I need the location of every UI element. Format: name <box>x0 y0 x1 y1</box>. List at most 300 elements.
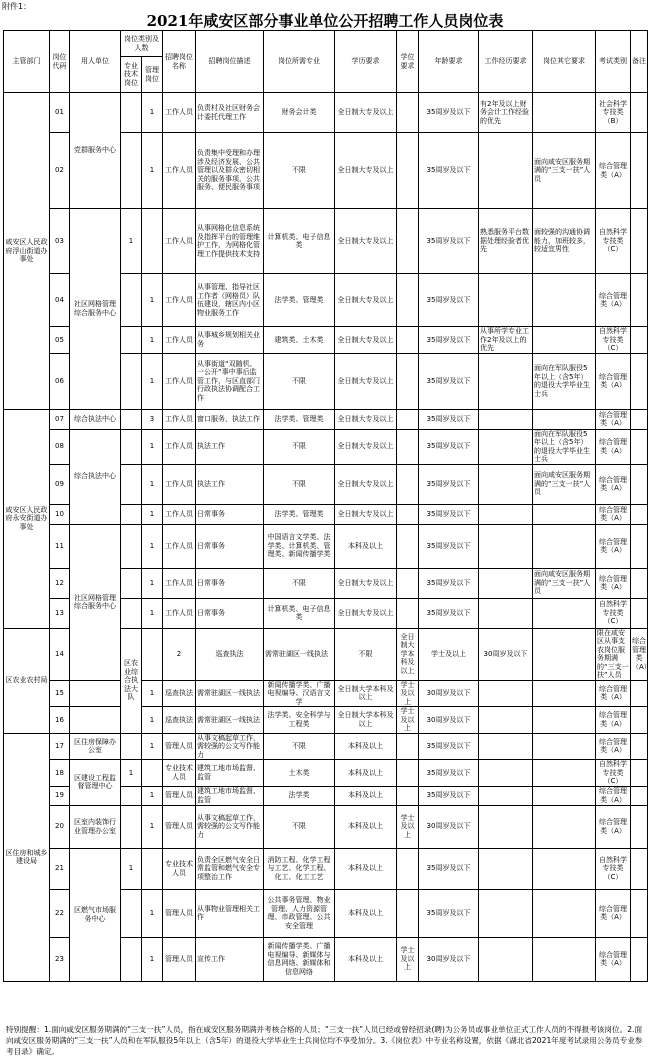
post-code-cell: 15 <box>50 680 70 707</box>
post-code-cell: 20 <box>50 805 70 848</box>
header-edu: 学历要求 <box>335 31 397 93</box>
other-req-cell: 面较强的沟通协调能力，加班较多，较适宜男性 <box>533 209 596 274</box>
age-cell: 35周岁及以下 <box>419 504 479 524</box>
degree-cell <box>397 848 419 889</box>
header-tech: 专业技术岗位 <box>121 57 142 93</box>
post-code-cell: 17 <box>50 733 70 760</box>
exp-cell <box>479 733 533 760</box>
exp-cell: 有2年及以上财务会计工作经验的优先 <box>479 93 533 133</box>
unit-cell: 区燃气市场服务中心 <box>70 848 121 981</box>
post-code-cell: 09 <box>50 464 70 504</box>
degree-cell <box>397 209 419 274</box>
exam-type-cell: 综合管理类（A） <box>596 429 631 464</box>
other-req-cell <box>533 680 596 707</box>
exp-cell <box>479 524 533 568</box>
age-cell: 35周岁及以下 <box>419 889 479 937</box>
edu-cell: 全日制大专及以上 <box>335 327 397 354</box>
other-req-cell <box>533 848 596 889</box>
major-cell: 财务会计类 <box>264 93 335 133</box>
other-req-cell: 面向咸安区服务期满的“三支一扶”人员 <box>533 464 596 504</box>
edu-cell: 本科及以上 <box>335 937 397 981</box>
post-desc-cell: 执法工作 <box>196 464 264 504</box>
major-cell: 不限 <box>264 464 335 504</box>
mgmt-count-cell: 1 <box>142 504 163 524</box>
post-code-cell: 14 <box>50 628 70 680</box>
post-name-cell: 工作人员 <box>163 524 196 568</box>
age-cell: 35周岁及以下 <box>419 353 479 409</box>
post-desc-cell: 从事文稿起草工作，需较强的公文写作能力 <box>196 733 264 760</box>
dept-cell: 咸安区人民政府浮山街道办事处 <box>4 93 50 410</box>
exp-cell: 熟悉服务平台数据处理经验者优先 <box>479 209 533 274</box>
exp-cell <box>479 504 533 524</box>
post-desc-cell: 从事城乡规划相关业务 <box>196 327 264 354</box>
degree-cell <box>397 568 419 598</box>
degree-cell <box>397 889 419 937</box>
edu-cell: 本科及以上 <box>335 786 397 805</box>
remark-cell <box>631 786 648 805</box>
header-count-group: 岗位类别及人数 <box>121 31 163 57</box>
exam-type-cell: 自然科学专技类（C） <box>596 760 631 787</box>
remark-cell <box>631 568 648 598</box>
post-name-cell: 专业技术人员 <box>163 848 196 889</box>
post-desc-cell: 从事管理、指导社区工作者（网格员）队伍建设，辖区内小区物业服务工作 <box>196 274 264 327</box>
tech-count-cell <box>121 409 142 429</box>
major-cell: 法学类、安全科学与工程类 <box>264 707 335 734</box>
degree-cell: 学士及以上 <box>419 628 479 680</box>
edu-cell: 本科及以上 <box>335 848 397 889</box>
dept-cell: 区农业农村局 <box>4 628 50 733</box>
other-req-cell <box>533 707 596 734</box>
other-req-cell <box>533 937 596 981</box>
remark-cell <box>631 680 648 707</box>
mgmt-count-cell: 1 <box>142 805 163 848</box>
exam-type-cell: 自然科学专技类（C） <box>596 598 631 628</box>
post-desc-cell: 日常事务 <box>196 568 264 598</box>
age-cell: 35周岁及以下 <box>419 429 479 464</box>
post-code-cell: 03 <box>50 209 70 274</box>
degree-cell: 学士及以上 <box>397 937 419 981</box>
post-code-cell: 05 <box>50 327 70 354</box>
remark-cell <box>631 524 648 568</box>
age-cell: 35周岁及以下 <box>419 568 479 598</box>
post-code-cell: 12 <box>50 568 70 598</box>
degree-cell <box>397 133 419 209</box>
table-row <box>4 93 648 133</box>
tech-count-cell <box>70 680 121 707</box>
post-name-cell: 管理人员 <box>163 733 196 760</box>
degree-cell <box>397 760 419 787</box>
post-code-cell: 21 <box>50 848 70 889</box>
post-code-cell: 01 <box>50 93 70 133</box>
age-cell: 30周岁及以下 <box>419 805 479 848</box>
post-name-cell: 巡查执法 <box>163 680 196 707</box>
major-cell: 新闻传播学类、广播电视编导、新媒体与信息网络、新媒体和信息网络 <box>264 937 335 981</box>
tech-count-cell <box>121 733 142 760</box>
header-exp: 工作经历要求 <box>479 31 533 93</box>
post-desc-cell: 需常驻湖区一线执法 <box>196 707 264 734</box>
post-desc-cell: 日常事务 <box>196 504 264 524</box>
post-name-cell: 工作人员 <box>163 464 196 504</box>
mgmt-count-cell <box>142 209 163 274</box>
other-req-cell: 面向在军队服役5年以上（含5年）的退役大学毕业生士兵 <box>533 429 596 464</box>
remark-cell <box>631 805 648 848</box>
post-desc-cell: 执法工作 <box>196 429 264 464</box>
major-cell: 建筑类、土木类 <box>264 327 335 354</box>
tech-count-cell: 1 <box>121 760 142 787</box>
other-req-cell <box>533 409 596 429</box>
table-row <box>4 848 648 889</box>
remark-cell <box>631 464 648 504</box>
tech-count-cell <box>142 628 163 680</box>
remark-cell <box>631 889 648 937</box>
dept-cell: 区住房和城乡建设局 <box>4 733 50 981</box>
exam-type-cell: 自然科学专技类（C） <box>596 209 631 274</box>
tech-count-cell <box>121 568 142 598</box>
tech-count-cell <box>121 524 142 568</box>
post-code-cell: 04 <box>50 274 70 327</box>
age-cell: 35周岁及以下 <box>419 464 479 504</box>
tech-count-cell <box>121 327 142 354</box>
major-cell: 不限 <box>335 628 397 680</box>
exam-type-cell: 综合管理类（A） <box>596 680 631 707</box>
tech-count-cell <box>70 707 121 734</box>
exam-type-cell: 社会科学专技类（B） <box>596 93 631 133</box>
mgmt-count-cell: 1 <box>142 524 163 568</box>
post-name-cell: 管理人员 <box>163 937 196 981</box>
exp-cell <box>479 707 533 734</box>
age-cell: 30周岁及以下 <box>419 707 479 734</box>
edu-cell: 全日制大学本科及以上 <box>397 628 419 680</box>
mgmt-count-cell: 1 <box>142 327 163 354</box>
post-desc-cell: 从事网格化信息系统及指挥平台的管理维护工作，为网格化管理工作提供技术支持 <box>196 209 264 274</box>
exp-cell <box>479 409 533 429</box>
remark-cell <box>631 504 648 524</box>
post-name-cell: 管理人员 <box>163 805 196 848</box>
remark-cell <box>631 937 648 981</box>
post-code-cell: 02 <box>50 133 70 209</box>
post-name-cell: 专业技术人员 <box>163 760 196 787</box>
degree-cell <box>397 598 419 628</box>
post-name-cell: 工作人员 <box>163 598 196 628</box>
post-desc-cell: 窗口服务、执法工作 <box>196 409 264 429</box>
exam-type-cell: 综合管理类（A） <box>596 568 631 598</box>
degree-cell: 学士及以上 <box>397 680 419 707</box>
exp-cell <box>479 889 533 937</box>
exam-type-cell: 综合管理类（A） <box>596 133 631 209</box>
edu-cell: 全日制大专及以上 <box>335 464 397 504</box>
other-req-cell <box>533 274 596 327</box>
major-cell: 法学类、管理类 <box>264 409 335 429</box>
age-cell: 35周岁及以下 <box>419 93 479 133</box>
degree-cell <box>397 733 419 760</box>
age-cell: 35周岁及以下 <box>419 760 479 787</box>
exp-cell <box>479 429 533 464</box>
unit-cell: 区住房保障办公室 <box>70 733 121 760</box>
edu-cell: 全日制大学本科及以上 <box>335 680 397 707</box>
header-exam: 考试类别 <box>596 31 631 93</box>
degree-cell <box>397 786 419 805</box>
other-req-cell <box>533 327 596 354</box>
exam-type-cell: 自然科学专技类（C） <box>596 327 631 354</box>
unit-cell: 区建设工程监督管理中心 <box>70 760 121 806</box>
mgmt-count-cell: 1 <box>142 93 163 133</box>
exp-cell: 从事所学专业工作2年及以上的优先 <box>479 327 533 354</box>
age-cell: 30周岁及以下 <box>479 628 533 680</box>
post-name-cell: 工作人员 <box>163 504 196 524</box>
other-req-cell <box>533 524 596 568</box>
post-desc-cell: 宣传工作 <box>196 937 264 981</box>
major-cell: 不限 <box>264 733 335 760</box>
degree-cell <box>397 464 419 504</box>
exam-type-cell: 综合管理类（A） <box>596 707 631 734</box>
exam-type-cell: 综合管理类（A） <box>596 409 631 429</box>
tech-count-cell <box>121 805 142 848</box>
post-name-cell: 工作人员 <box>163 353 196 409</box>
tech-count-cell <box>121 937 142 981</box>
age-cell: 35周岁及以下 <box>419 327 479 354</box>
mgmt-count-cell: 1 <box>142 937 163 981</box>
positions-table <box>3 30 651 982</box>
header-mgmt: 管理岗位 <box>142 57 163 93</box>
exp-cell <box>479 598 533 628</box>
mgmt-count-cell: 1 <box>142 889 163 937</box>
edu-cell: 全日制大专及以上 <box>335 409 397 429</box>
header-dept: 主管部门 <box>4 31 50 93</box>
tech-count-cell <box>121 133 142 209</box>
edu-cell: 全日制大专及以上 <box>335 429 397 464</box>
post-name-cell: 工作人员 <box>163 409 196 429</box>
major-cell: 不限 <box>264 133 335 209</box>
post-code-cell: 23 <box>50 937 70 981</box>
remark-cell <box>631 409 648 429</box>
edu-cell: 本科及以上 <box>335 760 397 787</box>
other-req-cell <box>533 93 596 133</box>
page-title: 2021年咸安区部分事业单位公开招聘工作人员岗位表 <box>146 12 504 30</box>
table-row <box>4 805 648 848</box>
exam-type-cell: 综合管理类（A） <box>596 524 631 568</box>
post-desc-cell: 需常驻湖区一线执法 <box>196 680 264 707</box>
unit-cell: 社区网格管理综合服务中心 <box>70 209 121 410</box>
post-desc-cell: 日常事务 <box>196 524 264 568</box>
attachment-label: 附件1： <box>2 2 32 11</box>
post-code-cell: 06 <box>50 353 70 409</box>
header-post-name: 招聘岗位名称 <box>163 31 196 93</box>
footnote: 特别提醒：1.面向咸安区服务期满的“三支一扶”人员，指在咸安区服务期满并考核合格的人员；“三支一扶”人员已经或曾经招录(聘)为公务员或事业单位正式工作人员的不得报考该岗位。2.面向咸安区服务期满的“三支一扶”人员和在军队服役5年以上（含5年）的退役大学毕业生士兵岗位均不享受加分。3.《岗位表》中专业名称设置，依据《湖北省2021年度考试录用公务员专业参考目录》确定。 <box>6 1025 643 1056</box>
exp-cell <box>479 937 533 981</box>
major-cell: 计算机类、电子信息类 <box>264 598 335 628</box>
edu-cell: 全日制大专及以上 <box>335 504 397 524</box>
edu-cell: 全日制大学本科及以上 <box>335 707 397 734</box>
tech-count-cell <box>121 353 142 409</box>
major-cell: 法学类 <box>264 786 335 805</box>
exp-cell <box>479 353 533 409</box>
table-row <box>4 707 648 734</box>
post-name-cell: 巡查执法 <box>163 707 196 734</box>
edu-cell: 全日制大专及以上 <box>335 568 397 598</box>
degree-cell <box>397 274 419 327</box>
edu-cell: 本科及以上 <box>335 805 397 848</box>
tech-count-cell <box>121 464 142 504</box>
age-cell: 35周岁及以下 <box>419 786 479 805</box>
dept-cell: 咸安区人民政府永安街道办事处 <box>4 409 50 628</box>
tech-count-cell <box>121 429 142 464</box>
tech-count-cell <box>121 274 142 327</box>
exp-cell <box>479 464 533 504</box>
other-req-cell <box>533 504 596 524</box>
post-code-cell: 08 <box>50 429 70 464</box>
age-cell: 35周岁及以下 <box>419 209 479 274</box>
exp-cell <box>479 680 533 707</box>
other-req-cell <box>533 805 596 848</box>
tech-count-cell <box>121 93 142 133</box>
mgmt-count-cell: 2 <box>163 628 196 680</box>
post-desc-cell: 负责全区燃气安全日常监管和燃气安全专项整治工作 <box>196 848 264 889</box>
remark-cell <box>631 93 648 133</box>
major-cell: 不限 <box>264 568 335 598</box>
post-desc-cell: 从事文稿起草工作，需较强的公文写作能力 <box>196 805 264 848</box>
edu-cell: 本科及以上 <box>335 733 397 760</box>
post-desc-cell: 从事街道“双随机、一公开”事中事后监管工作，与区直部门行政执法协调配合工作 <box>196 353 264 409</box>
major-cell: 法学类、管理类 <box>264 274 335 327</box>
remark-cell <box>631 327 648 354</box>
exp-cell <box>479 786 533 805</box>
post-name-cell: 工作人员 <box>163 568 196 598</box>
post-name-cell: 管理人员 <box>163 786 196 805</box>
table-row <box>4 524 648 568</box>
age-cell: 35周岁及以下 <box>419 848 479 889</box>
mgmt-count-cell: 1 <box>142 707 163 734</box>
other-req-cell: 限在咸安区从事支农岗位服务期满的“三支一扶”人员 <box>597 628 629 679</box>
tech-count-cell <box>121 504 142 524</box>
unit-cell: 区室内装饰行业管理办公室 <box>70 805 121 848</box>
exam-type-cell: 综合管理类（A） <box>596 274 631 327</box>
post-desc-cell: 负责集中受理和办理涉及经济发展、公共管理以及群众密切相关的服务事项，公共服务、便民服务事项 <box>196 133 264 209</box>
major-cell: 消防工程、化学工程与工艺、化学工程、化工、化工工艺 <box>264 848 335 889</box>
other-req-cell <box>533 598 596 628</box>
post-name-cell: 工作人员 <box>163 274 196 327</box>
unit-cell: 区农业综合执法大队 <box>121 628 142 733</box>
exam-type-cell: 综合管理类（A） <box>596 504 631 524</box>
post-code-cell: 22 <box>50 889 70 937</box>
mgmt-count-cell <box>142 848 163 889</box>
post-desc-cell: 建筑工地市场监督、监管 <box>196 760 264 787</box>
unit-cell: 综合执法中心 <box>70 429 121 524</box>
unit-cell: 综合执法中心 <box>70 409 121 429</box>
age-cell: 30周岁及以下 <box>419 680 479 707</box>
age-cell: 35周岁及以下 <box>419 409 479 429</box>
edu-cell: 本科及以上 <box>335 524 397 568</box>
edu-cell: 全日制大专及以上 <box>335 133 397 209</box>
exam-type-cell: 综合管理类（A） <box>596 464 631 504</box>
major-cell: 中国语言文学类、法学类、计算机类、管理类、新闻传播学类 <box>264 524 335 568</box>
age-cell: 30周岁及以下 <box>419 937 479 981</box>
header-degree: 学位要求 <box>397 31 419 93</box>
degree-cell <box>397 504 419 524</box>
table-row <box>4 680 648 707</box>
post-desc-cell: 从事物业管理相关工作 <box>196 889 264 937</box>
mgmt-count-cell: 1 <box>142 786 163 805</box>
exp-cell <box>479 133 533 209</box>
exam-type-cell: 综合管理类（A） <box>596 733 631 760</box>
edu-cell: 全日制大专及以上 <box>335 274 397 327</box>
exam-type-cell: 综合管理类（A） <box>631 628 648 680</box>
header-age: 年龄要求 <box>419 31 479 93</box>
other-req-cell <box>533 760 596 787</box>
table-row <box>4 733 648 760</box>
remark-cell <box>631 707 648 734</box>
other-req-cell <box>533 786 596 805</box>
edu-cell: 本科及以上 <box>335 889 397 937</box>
mgmt-count-cell: 1 <box>142 568 163 598</box>
remark-cell <box>631 209 648 274</box>
tech-count-cell <box>121 598 142 628</box>
remark-cell <box>631 733 648 760</box>
exam-type-cell: 综合管理类（A） <box>596 889 631 937</box>
age-cell: 35周岁及以下 <box>419 524 479 568</box>
exam-type-cell: 综合管理类（A） <box>596 805 631 848</box>
exp-cell <box>479 568 533 598</box>
age-cell: 35周岁及以下 <box>419 133 479 209</box>
mgmt-count-cell: 1 <box>142 464 163 504</box>
post-code-cell: 13 <box>50 598 70 628</box>
remark-cell <box>631 429 648 464</box>
exp-cell <box>479 805 533 848</box>
exp-cell <box>479 760 533 787</box>
other-req-cell <box>533 889 596 937</box>
edu-cell: 全日制大专及以上 <box>335 353 397 409</box>
header-major: 岗位所需专业 <box>264 31 335 93</box>
mgmt-count-cell: 1 <box>142 598 163 628</box>
tech-count-cell: 1 <box>121 848 142 889</box>
unit-cell: 社区网格管理综合服务中心 <box>70 524 121 680</box>
remark-cell <box>631 133 648 209</box>
age-cell: 35周岁及以下 <box>419 274 479 327</box>
post-desc-cell: 建筑工地市场监督、监管 <box>196 786 264 805</box>
major-cell: 不限 <box>264 353 335 409</box>
table-row <box>4 209 648 274</box>
mgmt-count-cell: 1 <box>142 680 163 707</box>
remark-cell <box>631 760 648 787</box>
header-code: 岗位代码 <box>50 31 70 93</box>
mgmt-count-cell: 1 <box>142 733 163 760</box>
other-req-cell <box>533 733 596 760</box>
post-code-cell: 16 <box>50 707 70 734</box>
post-code-cell: 10 <box>50 504 70 524</box>
exam-type-cell: 综合管理类（A） <box>596 353 631 409</box>
unit-cell: 党群服务中心 <box>70 93 121 209</box>
exam-type-cell: 自然科学专技类（C） <box>596 848 631 889</box>
table-row <box>4 429 648 464</box>
exp-cell <box>479 274 533 327</box>
other-req-cell: 面向咸安区服务期满的“三支一扶”人员 <box>533 133 596 209</box>
post-code-cell: 18 <box>50 760 70 787</box>
degree-cell <box>397 429 419 464</box>
mgmt-count-cell: 1 <box>142 133 163 209</box>
degree-cell <box>397 524 419 568</box>
tech-count-cell <box>121 889 142 937</box>
major-cell: 土木类 <box>264 760 335 787</box>
post-code-cell: 11 <box>50 524 70 568</box>
major-cell: 新闻传播学类、广播电视编导、汉语言文学 <box>264 680 335 707</box>
mgmt-count-cell: 1 <box>142 429 163 464</box>
mgmt-count-cell: 3 <box>142 409 163 429</box>
degree-cell <box>397 93 419 133</box>
post-name-cell: 工作人员 <box>163 429 196 464</box>
post-desc-cell: 需常驻湖区一线执法 <box>264 628 335 680</box>
header-other: 岗位其它要求 <box>533 31 596 93</box>
post-name-cell: 工作人员 <box>163 93 196 133</box>
post-name-cell: 工作人员 <box>163 133 196 209</box>
